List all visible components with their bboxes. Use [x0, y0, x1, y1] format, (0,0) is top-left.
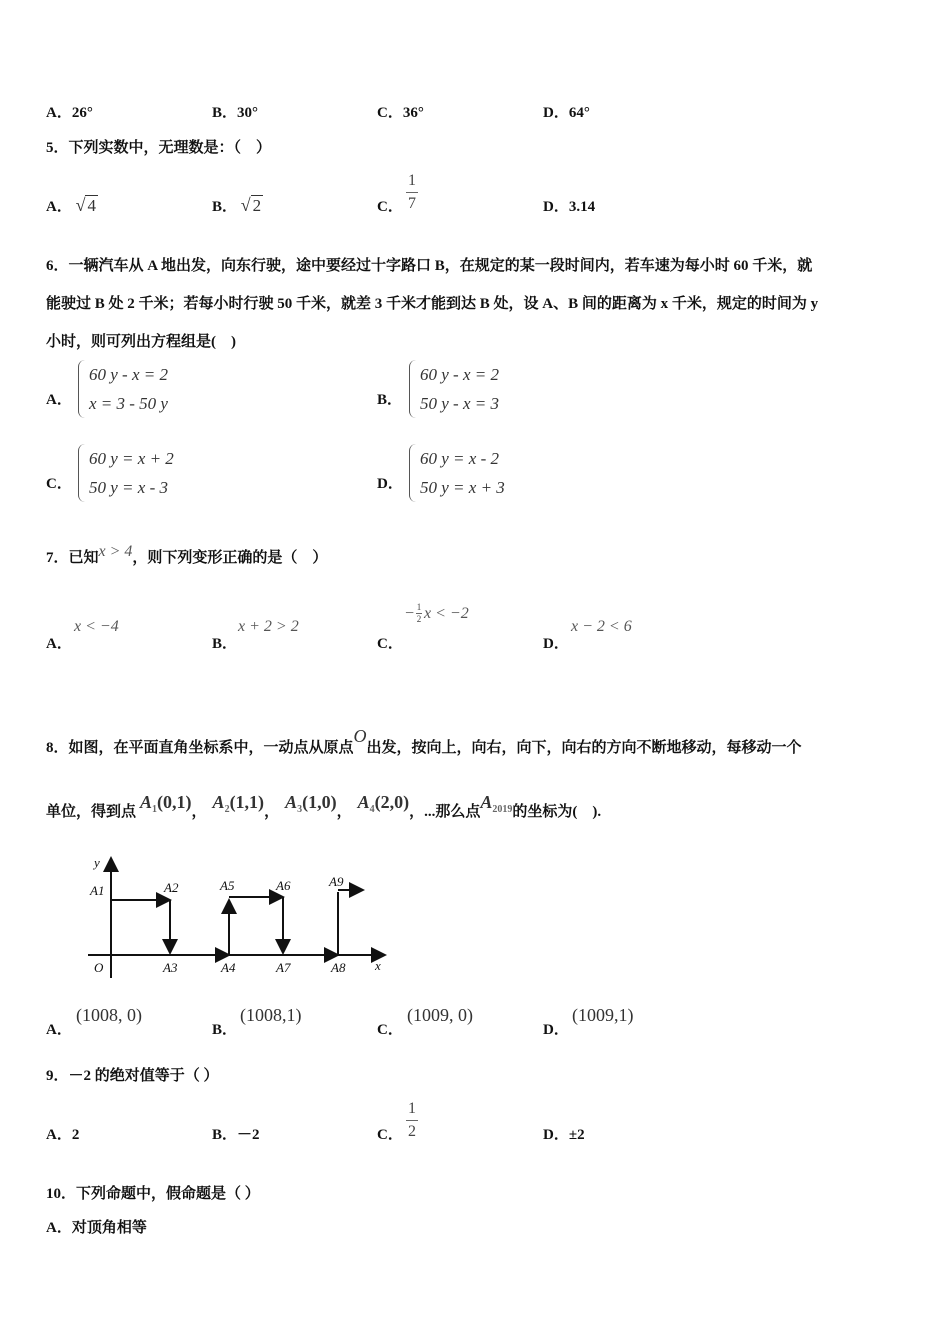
q9-option-c-letter: C． — [377, 1127, 403, 1143]
q6-option-b-system: 60 y - x = 2 50 y - x = 3 — [409, 360, 499, 418]
q9-stem: 9．－2 的绝对值等于（ ） — [46, 1068, 219, 1084]
q6-option-c-letter: C． — [46, 476, 72, 492]
label-a3: A3 — [163, 960, 178, 975]
q10-stem: 10．下列命题中，假命题是（ ） — [46, 1186, 260, 1202]
q8-stem-line2: 单位，得到点 $A_1(0,1)$ ， $A_2(1,1)$ ， $A_3(1,0)$ ， $A_4(2,0)$ ，...那么点 $A_{2019}$ 的坐标为( ). — [46, 792, 602, 820]
q6-option-d-letter: D． — [377, 476, 403, 492]
label-a8: A8 — [331, 960, 346, 975]
q7-option-d-math: x − 2 < 6 — [571, 618, 632, 635]
label-a2: A2 — [164, 880, 179, 895]
q7-option-c-math: − $\frac{1}{2}$ x < −2 — [405, 602, 469, 624]
q7-option-b-math: x + 2 > 2 — [238, 618, 299, 635]
q6-option-a-letter: A． — [46, 392, 72, 408]
q8-option-b-coord: (1008,1) — [240, 1005, 302, 1025]
q8-stem-line1: 8．如图，在平面直角坐标系中，一动点从原点O出发，按向上，向右，向下，向右的方向不断地移动，每移动一个 — [46, 726, 802, 756]
q7-option-c-letter: C． — [377, 636, 403, 652]
q5-option-b: B． √ 2 — [212, 195, 262, 215]
q7-option-d-letter: D． — [543, 636, 569, 652]
origin-label: O — [94, 960, 104, 975]
q8-option-c-letter: C． — [377, 1022, 403, 1038]
q6-option-b-letter: B． — [377, 392, 403, 408]
label-a4: A4 — [221, 960, 236, 975]
q8-option-c-coord: (1009, 0) — [407, 1005, 473, 1025]
q4-option-d: D．64° — [543, 105, 590, 121]
q8-option-a-coord: (1008, 0) — [76, 1005, 142, 1025]
q9-option-a: A．2 — [46, 1127, 80, 1143]
label-a5: A5 — [220, 878, 235, 893]
q6-option-d-system: 60 y = x - 2 50 y = x + 3 — [409, 444, 505, 502]
q8-path-figure — [80, 850, 400, 980]
label-a1: A1 — [90, 883, 105, 898]
q8-option-b-letter: B． — [212, 1022, 238, 1038]
q10-option-a: A．对顶角相等 — [46, 1220, 147, 1236]
q4-option-c: C．36° — [377, 105, 424, 121]
q5-option-c-fraction: $\frac{1}{7}$ — [408, 172, 416, 212]
q5-option-d: D．3.14 — [543, 199, 596, 215]
q7-option-a-letter: A． — [46, 636, 72, 652]
x-label: x — [375, 958, 381, 973]
q9-option-b: B．－2 — [212, 1127, 260, 1143]
q9-option-d: D．±2 — [543, 1127, 585, 1143]
q5-stem: 5．下列实数中，无理数是：（ ） — [46, 140, 272, 156]
q5-option-c-letter: C． — [377, 199, 403, 215]
q6-stem-line3: 小时，则可列出方程组是( ) — [46, 334, 236, 350]
q7-option-a-math: x < −4 — [74, 618, 119, 635]
y-label: y — [94, 855, 100, 870]
q7-stem: 7．已知x > 4，则下列变形正确的是（ ） — [46, 543, 328, 566]
q8-option-a-letter: A． — [46, 1022, 72, 1038]
q8-option-d-coord: (1009,1) — [572, 1005, 634, 1025]
q6-stem-line1: 6．一辆汽车从 A 地出发，向东行驶，途中要经过十字路口 B，在规定的某一段时间内，若车速为每小时 60 千米，就 — [46, 258, 813, 274]
q9-option-c-fraction: $\frac{1}{2}$ — [408, 1100, 416, 1140]
label-a7: A7 — [276, 960, 291, 975]
q4-option-a: A．26° — [46, 105, 93, 121]
q6-option-c-system: 60 y = x + 2 50 y = x - 3 — [78, 444, 174, 502]
q7-option-b-letter: B． — [212, 636, 238, 652]
label-a6: A6 — [276, 878, 291, 893]
q8-option-d-letter: D． — [543, 1022, 569, 1038]
q6-stem-line2: 能驶过 B 处 2 千米；若每小时行驶 50 千米，就差 3 千米才能到达 B 处，设 A、B 间的距离为 x 千米，规定的时间为 y — [46, 296, 819, 312]
q6-option-a-system: 60 y - x = 2 x = 3 - 50 y — [78, 360, 168, 418]
label-a9: A9 — [329, 874, 344, 889]
q5-option-a: A． √ 4 — [46, 195, 96, 215]
q4-option-b: B．30° — [212, 105, 259, 121]
